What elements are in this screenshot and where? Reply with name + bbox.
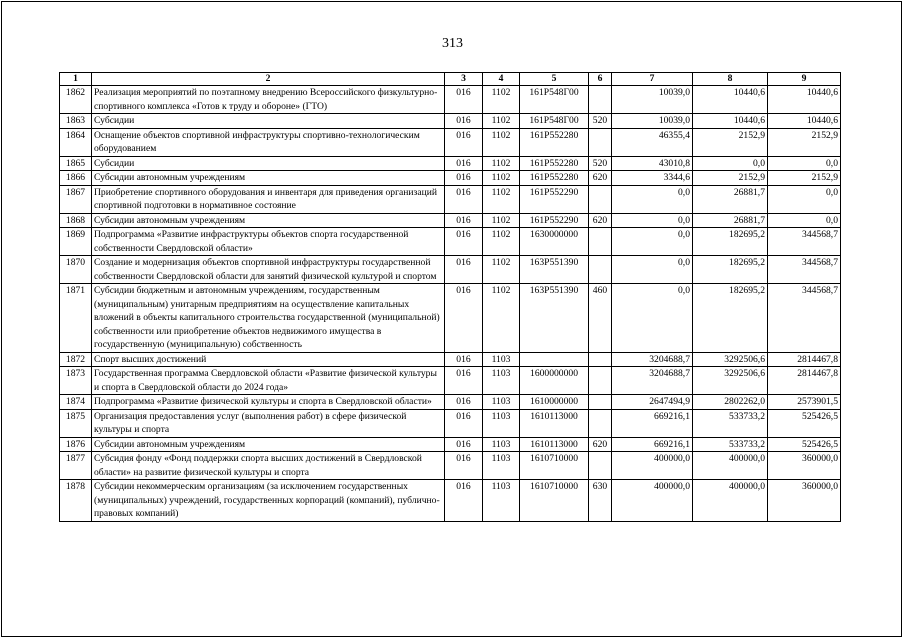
section-code: 1103 <box>483 409 520 437</box>
table-row <box>60 452 841 480</box>
amount-col-7: 0,0 <box>612 185 693 213</box>
item-name: Организация предоставления услуг (выполнения работ) в сфере физической культуры и спорта <box>92 409 445 437</box>
amount-col-9: 360000,0 <box>768 480 841 522</box>
dept-code: 016 <box>445 228 483 256</box>
budget-table <box>59 72 841 522</box>
section-code: 1102 <box>483 185 520 213</box>
expense-type-code: 520 <box>589 114 612 129</box>
amount-col-9: 2573901,5 <box>768 395 841 410</box>
amount-col-9: 2814467,8 <box>768 352 841 367</box>
table-row <box>60 171 841 186</box>
amount-col-9: 10440,6 <box>768 114 841 129</box>
amount-col-7: 3204688,7 <box>612 367 693 395</box>
amount-col-7: 0,0 <box>612 213 693 228</box>
expense-type-code: 520 <box>589 156 612 171</box>
row-number: 1873 <box>60 367 92 395</box>
row-number: 1867 <box>60 185 92 213</box>
amount-col-7: 0,0 <box>612 228 693 256</box>
expense-type-code: 630 <box>589 480 612 522</box>
amount-col-8: 533733,2 <box>693 437 768 452</box>
col-header: 2 <box>92 73 445 86</box>
table-row <box>60 156 841 171</box>
target-code: 163P551390 <box>520 256 589 284</box>
amount-col-8: 182695,2 <box>693 256 768 284</box>
amount-col-9: 344568,7 <box>768 228 841 256</box>
amount-col-8: 2152,9 <box>693 171 768 186</box>
amount-col-8: 10440,6 <box>693 114 768 129</box>
item-name: Субсидия фонду «Фонд поддержки спорта высших достижений в Свердловской области» на развитие физической культуры и спорта <box>92 452 445 480</box>
col-header: 5 <box>520 73 589 86</box>
header-row <box>60 73 841 86</box>
dept-code: 016 <box>445 86 483 114</box>
row-number: 1862 <box>60 86 92 114</box>
target-code: 163P551390 <box>520 284 589 353</box>
expense-type-code <box>589 228 612 256</box>
amount-col-9: 0,0 <box>768 213 841 228</box>
expense-type-code <box>589 128 612 156</box>
dept-code: 016 <box>445 128 483 156</box>
item-name: Субсидии автономным учреждениям <box>92 171 445 186</box>
expense-type-code <box>589 352 612 367</box>
target-code: 1610710000 <box>520 480 589 522</box>
table-row <box>60 228 841 256</box>
target-code: 161P552280 <box>520 128 589 156</box>
expense-type-code <box>589 452 612 480</box>
amount-col-8: 400000,0 <box>693 480 768 522</box>
dept-code: 016 <box>445 185 483 213</box>
item-name: Государственная программа Свердловской области «Развитие физической культуры и спорта в Свердловской области до 2024 года» <box>92 367 445 395</box>
item-name: Спорт высших достижений <box>92 352 445 367</box>
section-code: 1102 <box>483 284 520 353</box>
table-row <box>60 86 841 114</box>
amount-col-7: 669216,1 <box>612 437 693 452</box>
dept-code: 016 <box>445 256 483 284</box>
col-header: 9 <box>768 73 841 86</box>
row-number: 1875 <box>60 409 92 437</box>
item-name: Субсидии автономным учреждениям <box>92 213 445 228</box>
section-code: 1103 <box>483 437 520 452</box>
item-name: Приобретение спортивного оборудования и инвентаря для приведения организаций спортивной подготовки в нормативное состояние <box>92 185 445 213</box>
target-code: 1600000000 <box>520 367 589 395</box>
amount-col-9: 2814467,8 <box>768 367 841 395</box>
amount-col-9: 525426,5 <box>768 409 841 437</box>
amount-col-9: 525426,5 <box>768 437 841 452</box>
target-code: 1610113000 <box>520 437 589 452</box>
item-name: Подпрограмма «Развитие физической культуры и спорта в Свердловской области» <box>92 395 445 410</box>
item-name: Субсидии некоммерческим организациям (за исключением государственных (муниципальных) учреждений, государственных корпораций (компаний), публично-правовых компаний) <box>92 480 445 522</box>
section-code: 1103 <box>483 352 520 367</box>
section-code: 1102 <box>483 86 520 114</box>
section-code: 1102 <box>483 128 520 156</box>
table-row <box>60 128 841 156</box>
dept-code: 016 <box>445 284 483 353</box>
row-number: 1876 <box>60 437 92 452</box>
item-name: Создание и модернизация объектов спортивной инфраструктуры государственной собственности Свердловской области для занятий физической культурой и спортом <box>92 256 445 284</box>
item-name: Субсидии <box>92 114 445 129</box>
expense-type-code <box>589 409 612 437</box>
amount-col-8: 400000,0 <box>693 452 768 480</box>
amount-col-7: 10039,0 <box>612 86 693 114</box>
amount-col-8: 3292506,6 <box>693 352 768 367</box>
expense-type-code: 620 <box>589 213 612 228</box>
section-code: 1103 <box>483 452 520 480</box>
expense-type-code: 620 <box>589 171 612 186</box>
row-number: 1866 <box>60 171 92 186</box>
col-header: 3 <box>445 73 483 86</box>
col-header: 4 <box>483 73 520 86</box>
row-number: 1865 <box>60 156 92 171</box>
dept-code: 016 <box>445 156 483 171</box>
amount-col-8: 26881,7 <box>693 185 768 213</box>
dept-code: 016 <box>445 367 483 395</box>
page-number: 313 <box>442 36 463 51</box>
expense-type-code <box>589 367 612 395</box>
amount-col-7: 400000,0 <box>612 480 693 522</box>
amount-col-8: 26881,7 <box>693 213 768 228</box>
dept-code: 016 <box>445 452 483 480</box>
item-name: Оснащение объектов спортивной инфраструктуры спортивно-технологическим оборудованием <box>92 128 445 156</box>
section-code: 1102 <box>483 228 520 256</box>
dept-code: 016 <box>445 409 483 437</box>
dept-code: 016 <box>445 437 483 452</box>
expense-type-code <box>589 86 612 114</box>
table-row <box>60 409 841 437</box>
expense-type-code <box>589 256 612 284</box>
amount-col-7: 43010,8 <box>612 156 693 171</box>
item-name: Субсидии автономным учреждениям <box>92 437 445 452</box>
amount-col-9: 0,0 <box>768 185 841 213</box>
item-name: Реализация мероприятий по поэтапному внедрению Всероссийского физкультурно-спортивного комплекса «Готов к труду и обороне» (ГТО) <box>92 86 445 114</box>
row-number: 1869 <box>60 228 92 256</box>
amount-col-9: 0,0 <box>768 156 841 171</box>
section-code: 1103 <box>483 395 520 410</box>
row-number: 1874 <box>60 395 92 410</box>
table-row <box>60 256 841 284</box>
section-code: 1103 <box>483 480 520 522</box>
target-code: 161P552280 <box>520 171 589 186</box>
table-row <box>60 185 841 213</box>
expense-type-code: 620 <box>589 437 612 452</box>
col-header: 1 <box>60 73 92 86</box>
table-row <box>60 395 841 410</box>
row-number: 1871 <box>60 284 92 353</box>
amount-col-8: 3292506,6 <box>693 367 768 395</box>
dept-code: 016 <box>445 352 483 367</box>
amount-col-7: 669216,1 <box>612 409 693 437</box>
section-code: 1102 <box>483 171 520 186</box>
table-row <box>60 480 841 522</box>
target-code: 161P552290 <box>520 213 589 228</box>
section-code: 1102 <box>483 213 520 228</box>
amount-col-8: 182695,2 <box>693 284 768 353</box>
amount-col-8: 10440,6 <box>693 86 768 114</box>
col-header: 6 <box>589 73 612 86</box>
item-name: Подпрограмма «Развитие инфраструктуры объектов спорта государственной собственности Свердловской области» <box>92 228 445 256</box>
section-code: 1103 <box>483 367 520 395</box>
target-code: 161P552280 <box>520 156 589 171</box>
row-number: 1877 <box>60 452 92 480</box>
amount-col-7: 3344,6 <box>612 171 693 186</box>
dept-code: 016 <box>445 213 483 228</box>
table-row <box>60 114 841 129</box>
table-row <box>60 352 841 367</box>
item-name: Субсидии бюджетным и автономным учреждениям, государственным (муниципальным) унитарным предприятиям на осуществление капитальных вложений в объекты капитального строительства государственной (муниципальной) собственности или приобретение объектов недвижимого имущества в государственную (муниципальную) собственность <box>92 284 445 353</box>
amount-col-7: 46355,4 <box>612 128 693 156</box>
amount-col-7: 2647494,9 <box>612 395 693 410</box>
col-header: 8 <box>693 73 768 86</box>
amount-col-9: 344568,7 <box>768 256 841 284</box>
amount-col-9: 344568,7 <box>768 284 841 353</box>
row-number: 1878 <box>60 480 92 522</box>
amount-col-8: 0,0 <box>693 156 768 171</box>
target-code: 161P548Г00 <box>520 114 589 129</box>
expense-type-code <box>589 395 612 410</box>
row-number: 1863 <box>60 114 92 129</box>
target-code: 1610113000 <box>520 409 589 437</box>
dept-code: 016 <box>445 480 483 522</box>
col-header: 7 <box>612 73 693 86</box>
row-number: 1864 <box>60 128 92 156</box>
row-number: 1868 <box>60 213 92 228</box>
amount-col-7: 3204688,7 <box>612 352 693 367</box>
amount-col-7: 0,0 <box>612 284 693 353</box>
amount-col-9: 10440,6 <box>768 86 841 114</box>
dept-code: 016 <box>445 395 483 410</box>
row-number: 1870 <box>60 256 92 284</box>
amount-col-9: 360000,0 <box>768 452 841 480</box>
section-code: 1102 <box>483 256 520 284</box>
amount-col-9: 2152,9 <box>768 171 841 186</box>
amount-col-7: 10039,0 <box>612 114 693 129</box>
dept-code: 016 <box>445 171 483 186</box>
amount-col-9: 2152,9 <box>768 128 841 156</box>
amount-col-8: 533733,2 <box>693 409 768 437</box>
table-row <box>60 367 841 395</box>
target-code: 161P552290 <box>520 185 589 213</box>
amount-col-8: 2802262,0 <box>693 395 768 410</box>
table-row <box>60 213 841 228</box>
expense-type-code: 460 <box>589 284 612 353</box>
target-code: 1610710000 <box>520 452 589 480</box>
section-code: 1102 <box>483 156 520 171</box>
dept-code: 016 <box>445 114 483 129</box>
amount-col-7: 400000,0 <box>612 452 693 480</box>
target-code: 1610000000 <box>520 395 589 410</box>
table-row <box>60 437 841 452</box>
expense-type-code <box>589 185 612 213</box>
table-row <box>60 284 841 353</box>
row-number: 1872 <box>60 352 92 367</box>
target-code: 1630000000 <box>520 228 589 256</box>
section-code: 1102 <box>483 114 520 129</box>
amount-col-8: 182695,2 <box>693 228 768 256</box>
amount-col-7: 0,0 <box>612 256 693 284</box>
target-code <box>520 352 589 367</box>
amount-col-8: 2152,9 <box>693 128 768 156</box>
item-name: Субсидии <box>92 156 445 171</box>
target-code: 161P548Г00 <box>520 86 589 114</box>
